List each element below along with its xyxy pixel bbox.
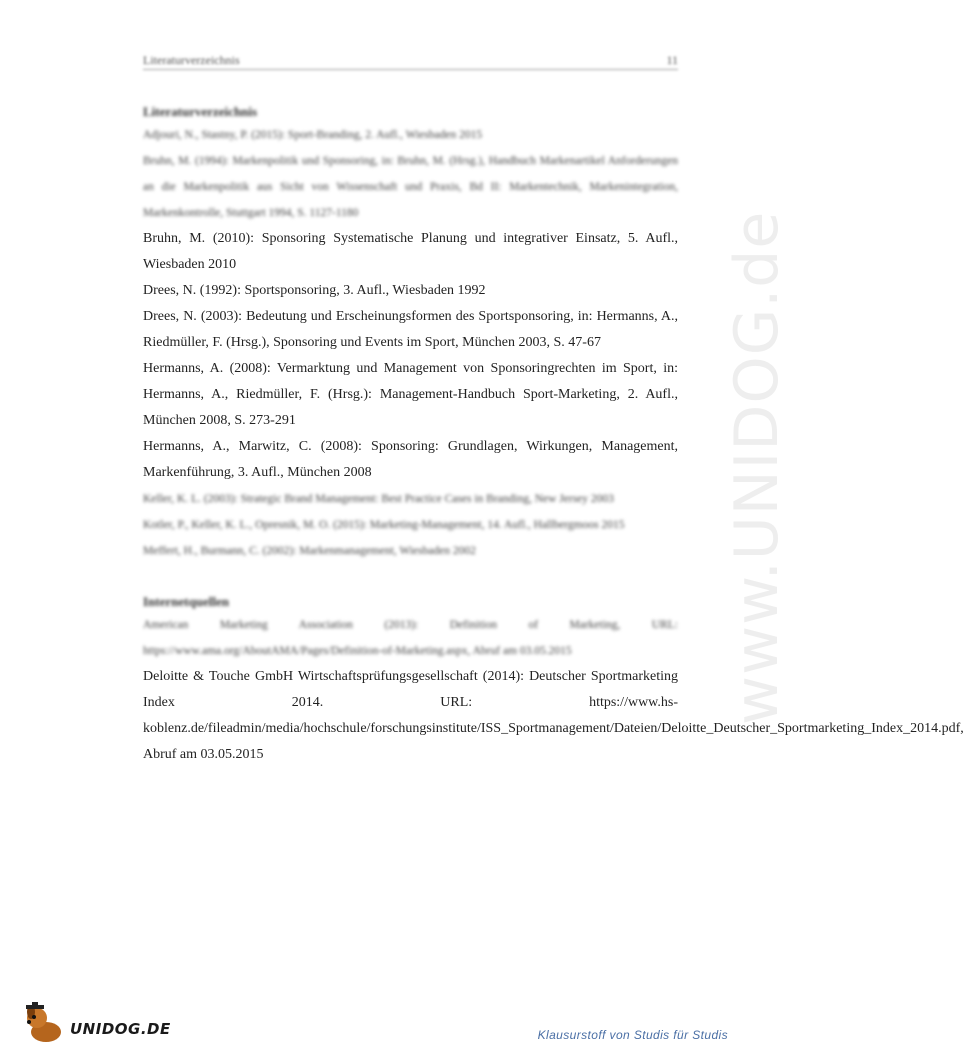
reference-entry: Meffert, H., Burmann, C. (2002): Markenmanagement, Wiesbaden 2002 <box>143 545 476 557</box>
dog-icon <box>22 1002 68 1044</box>
watermark-text: www.UNIDOG.de <box>722 210 792 725</box>
page-number: 11 <box>666 53 678 67</box>
logo-text: UNIDOG.DE <box>70 1020 171 1038</box>
footer-slogan: Klausurstoff von Studis für Studis <box>537 1028 728 1042</box>
reference-entry: Hermanns, A. (2008): Vermarktung und Management von Sponsoringrechten im Sport, in: Hermanns, A., Riedmüller, F. (Hrsg.): Management-Handbuch Sport-Marketing, 2. Aufl., München 2008, S. 273-291 <box>143 361 678 428</box>
reference-entry: Adjouri, N., Stastny, P. (2015): Sport-Branding, 2. Aufl., Wiesbaden 2015 <box>143 129 483 141</box>
unidog-logo[interactable] <box>22 1002 171 1046</box>
reference-entry: Bruhn, M. (1994): Markenpolitik und Sponsoring, in: Bruhn, M. (Hrsg.), Handbuch Markenartikel Anforderungen an die Markenpolitik aus Sicht von Wissenschaft und Praxis, Bd II: Markentechnik, Markenintegration, Markenkontrolle, Stuttgart 1994, S. 1127-1180 <box>143 155 678 219</box>
reference-entry: Bruhn, M. (2010): Sponsoring Systematische Planung und integrativer Einsatz, 5. Aufl., Wiesbaden 2010 <box>143 231 678 272</box>
reference-entry: Kotler, P., Keller, K. L., Opresnik, M. O. (2015): Marketing-Management, 14. Aufl., Hallbergmoos 2015 <box>143 519 625 531</box>
section-heading-internet: Internetquellen <box>143 594 229 609</box>
section-heading-literature: Literaturverzeichnis <box>143 104 258 119</box>
reference-entry: Keller, K. L. (2003): Strategic Brand Management: Best Practice Cases in Branding, New Jersey 2003 <box>143 493 614 505</box>
watermark <box>660 210 792 740</box>
page-header <box>143 53 678 70</box>
reference-entry: Hermanns, A., Marwitz, C. (2008): Sponsoring: Grundlagen, Wirkungen, Management, Markenführung, 3. Aufl., München 2008 <box>143 439 678 480</box>
reference-entry: Drees, N. (2003): Bedeutung und Erscheinungsformen des Sportsponsoring, in: Hermanns, A., Riedmüller, F. (Hrsg.), Sponsoring und Events im Sport, München 2003, S. 47-67 <box>143 309 678 350</box>
reference-entry: Drees, N. (1992): Sportsponsoring, 3. Aufl., Wiesbaden 1992 <box>143 283 486 298</box>
reference-entry: Deloitte & Touche GmbH Wirtschaftsprüfungsgesellschaft (2014): Deutscher Sportmarketing Index 2014. URL: https://www.hs-koblenz.de/fileadmin/media/hochschule/forschungsinstitute/ISS_Sportmanagement/Dateien/Deloitte_Deutscher_Sportmarketing_Index_2014.pdf, Abruf am 03.05.2015 <box>143 669 964 762</box>
header-title: Literaturverzeichnis <box>143 53 240 67</box>
reference-entry: American Marketing Association (2013): Definition of Marketing, URL: https://www.ama.org/AboutAMA/Pages/Definition-of-Marketing.aspx, Abruf am 03.05.2015 <box>143 619 678 657</box>
